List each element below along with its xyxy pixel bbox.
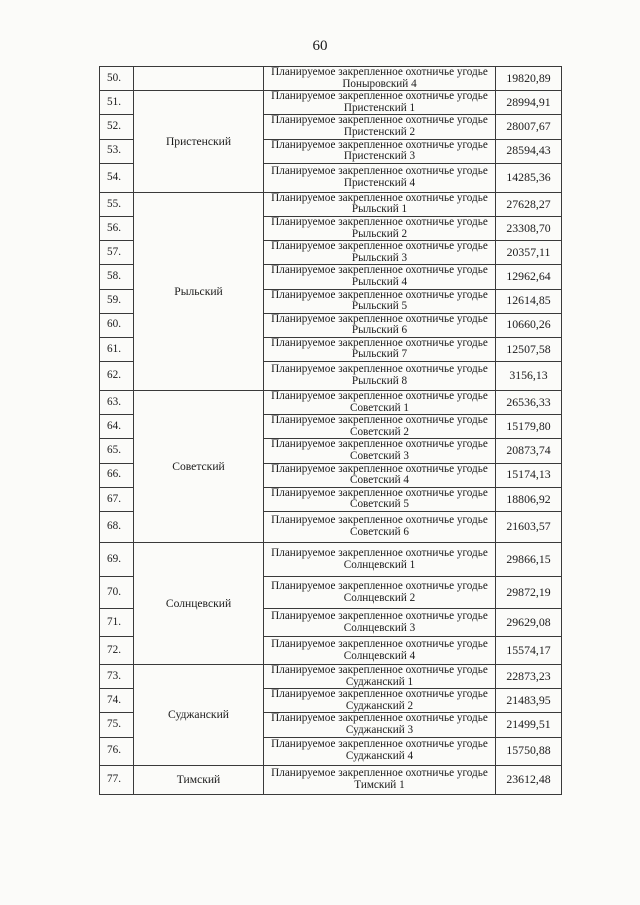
ground-area: 21499,51 (496, 713, 562, 737)
ground-name (264, 192, 496, 216)
ground-name-suffix: Суджанский 1 (345, 675, 414, 688)
ground-name (264, 289, 496, 313)
row-number: 71. (100, 609, 134, 637)
ground-name-suffix: Рыльский 1 (351, 203, 408, 216)
row-number: 56. (100, 216, 134, 240)
table-row (100, 91, 562, 115)
row-number: 53. (100, 139, 134, 163)
ground-area: 10660,26 (496, 313, 562, 337)
row-number: 70. (100, 577, 134, 609)
ground-area: 21603,57 (496, 512, 562, 543)
row-number: 73. (100, 665, 134, 689)
ground-name (264, 265, 496, 289)
ground-name-prefix: Планируемое закрепленное охотничье угодье (271, 264, 488, 277)
ground-area: 28594,43 (496, 139, 562, 163)
ground-name-suffix: Рыльский 4 (351, 275, 408, 288)
row-number: 74. (100, 689, 134, 713)
ground-area: 28994,91 (496, 91, 562, 115)
ground-name-suffix: Солнцевский 3 (343, 621, 416, 634)
ground-name-suffix: Советский 6 (349, 526, 410, 538)
ground-name-prefix: Планируемое закрепленное охотничье угодье (271, 66, 488, 78)
row-number: 77. (100, 765, 134, 794)
ground-area: 15174,13 (496, 463, 562, 487)
ground-name-suffix: Советский 5 (349, 498, 410, 511)
ground-name-suffix: Солнцевский 1 (343, 558, 416, 571)
ground-name (264, 362, 496, 391)
row-number: 75. (100, 713, 134, 737)
ground-name (264, 665, 496, 689)
ground-name-suffix: Суджанский 3 (345, 723, 414, 736)
row-number: 61. (100, 337, 134, 361)
ground-name-prefix: Планируемое закрепленное охотничье угодье (271, 664, 488, 676)
ground-name (264, 216, 496, 240)
ground-name-prefix: Планируемое закрепленное охотничье угодье (271, 486, 488, 499)
table-row (100, 391, 562, 415)
ground-name (264, 487, 496, 511)
ground-name-suffix: Пристенский 1 (343, 101, 416, 114)
ground-name-prefix: Планируемое закрепленное охотничье угодье (271, 738, 488, 751)
ground-name (264, 91, 496, 115)
row-number: 66. (100, 463, 134, 487)
row-number: 55. (100, 192, 134, 216)
ground-name (264, 713, 496, 737)
ground-name (264, 543, 496, 577)
ground-name (264, 637, 496, 665)
ground-area: 28007,67 (496, 115, 562, 139)
row-number: 62. (100, 362, 134, 391)
hunting-grounds-table (99, 66, 562, 795)
ground-name (264, 463, 496, 487)
ground-name-prefix: Планируемое закрепленное охотничье угодье (271, 336, 488, 349)
ground-area: 20873,74 (496, 439, 562, 463)
ground-area: 23612,48 (496, 765, 562, 794)
table-row (100, 765, 562, 794)
row-number: 54. (100, 163, 134, 192)
ground-area: 3156,13 (496, 362, 562, 391)
ground-name-prefix: Планируемое закрепленное охотничье угодье (271, 712, 488, 725)
ground-name (264, 737, 496, 765)
ground-name-suffix: Советский 3 (349, 450, 410, 463)
row-number: 50. (100, 67, 134, 91)
ground-area: 21483,95 (496, 689, 562, 713)
ground-name-prefix: Планируемое закрепленное охотничье угодье (271, 579, 488, 592)
ground-name-suffix: Пристенский 3 (343, 150, 416, 163)
ground-name-suffix: Пристенский 2 (343, 125, 416, 138)
table-row (100, 665, 562, 689)
ground-area: 15574,17 (496, 637, 562, 665)
ground-area: 12962,64 (496, 265, 562, 289)
ground-name-prefix: Планируемое закрепленное охотничье угодье (271, 514, 488, 527)
row-number: 59. (100, 289, 134, 313)
row-number: 65. (100, 439, 134, 463)
ground-name-prefix: Планируемое закрепленное охотничье угодье (271, 766, 488, 779)
row-number: 60. (100, 313, 134, 337)
ground-name (264, 512, 496, 543)
ground-name-prefix: Планируемое закрепленное охотничье угодье (271, 240, 488, 253)
ground-area: 12614,85 (496, 289, 562, 313)
ground-name-prefix: Планируемое закрепленное охотничье угодье (271, 90, 488, 103)
row-number: 57. (100, 241, 134, 265)
ground-name-prefix: Планируемое закрепленное охотничье угодье (271, 165, 488, 178)
row-number: 52. (100, 115, 134, 139)
ground-name-suffix: Солнцевский 4 (343, 649, 416, 662)
ground-area: 14285,36 (496, 163, 562, 192)
ground-name (264, 439, 496, 463)
ground-name (264, 577, 496, 609)
ground-name-prefix: Планируемое закрепленное охотничье угодье (271, 114, 488, 127)
page-number: 60 (312, 38, 328, 54)
table-row (100, 67, 562, 91)
ground-name-suffix: Советский 1 (349, 401, 410, 414)
ground-name-suffix: Тимский 1 (354, 778, 405, 791)
ground-name-suffix: Суджанский 4 (345, 750, 414, 763)
ground-name-suffix: Рыльский 2 (351, 227, 408, 240)
ground-name (264, 765, 496, 794)
ground-area: 26536,33 (496, 391, 562, 415)
ground-name-suffix: Рыльский 7 (351, 348, 408, 361)
ground-name (264, 689, 496, 713)
ground-area: 15750,88 (496, 737, 562, 765)
ground-name (264, 163, 496, 192)
ground-area: 29872,19 (496, 577, 562, 609)
row-number: 76. (100, 737, 134, 765)
ground-area: 29866,15 (496, 543, 562, 577)
row-number: 64. (100, 415, 134, 439)
ground-area: 15179,80 (496, 415, 562, 439)
ground-name-suffix: Рыльский 3 (351, 251, 408, 264)
ground-name-prefix: Планируемое закрепленное охотничье угодье (271, 138, 488, 151)
row-number: 68. (100, 512, 134, 543)
row-number: 58. (100, 265, 134, 289)
ground-name-suffix: Советский 4 (349, 474, 410, 487)
district-cell: Суджанский (134, 665, 264, 766)
ground-name (264, 337, 496, 361)
ground-name-suffix: Суджанский 2 (345, 699, 414, 712)
ground-name-prefix: Планируемое закрепленное охотничье угодье (271, 546, 488, 559)
ground-name (264, 391, 496, 415)
ground-name (264, 67, 496, 91)
ground-name-prefix: Планируемое закрепленное охотничье угодье (271, 288, 488, 301)
ground-name (264, 313, 496, 337)
ground-name-prefix: Планируемое закрепленное охотничье угодье (271, 688, 488, 701)
ground-name-prefix: Планируемое закрепленное охотничье угодье (271, 462, 488, 475)
ground-name-prefix: Планируемое закрепленное охотничье угодье (271, 637, 488, 650)
ground-name-prefix: Планируемое закрепленное охотничье угодье (271, 191, 488, 204)
ground-area: 23308,70 (496, 216, 562, 240)
ground-name-prefix: Планируемое закрепленное охотничье угодье (271, 363, 488, 376)
ground-name (264, 241, 496, 265)
row-number: 63. (100, 391, 134, 415)
table-row (100, 192, 562, 216)
row-number: 51. (100, 91, 134, 115)
ground-area: 27628,27 (496, 192, 562, 216)
row-number: 69. (100, 543, 134, 577)
ground-name (264, 115, 496, 139)
district-cell (134, 67, 264, 91)
ground-name (264, 139, 496, 163)
ground-area: 20357,11 (496, 241, 562, 265)
ground-name-suffix: Поныровский 4 (342, 77, 417, 90)
ground-area: 18806,92 (496, 487, 562, 511)
district-cell: Пристенский (134, 91, 264, 193)
ground-name (264, 609, 496, 637)
ground-area: 19820,89 (496, 67, 562, 91)
ground-name-prefix: Планируемое закрепленное охотничье угодье (271, 215, 488, 228)
ground-area: 22873,23 (496, 665, 562, 689)
ground-name-suffix: Солнцевский 2 (343, 591, 416, 604)
row-number: 67. (100, 487, 134, 511)
district-cell: Советский (134, 391, 264, 543)
ground-name-prefix: Планируемое закрепленное охотничье угодье (271, 609, 488, 622)
ground-area: 12507,58 (496, 337, 562, 361)
ground-name-prefix: Планируемое закрепленное охотничье угодье (271, 390, 488, 403)
ground-name-suffix: Рыльский 8 (351, 375, 408, 388)
district-cell: Солнцевский (134, 543, 264, 665)
district-cell: Тимский (134, 765, 264, 794)
row-number: 72. (100, 637, 134, 665)
ground-name-suffix: Рыльский 6 (351, 324, 408, 337)
ground-name-suffix: Пристенский 4 (343, 176, 416, 189)
district-cell: Рыльский (134, 192, 264, 390)
ground-name-prefix: Планируемое закрепленное охотничье угодье (271, 414, 488, 427)
ground-name-suffix: Рыльский 5 (351, 300, 408, 313)
ground-area: 29629,08 (496, 609, 562, 637)
ground-name (264, 415, 496, 439)
table-row (100, 543, 562, 577)
ground-name-prefix: Планируемое закрепленное охотничье угодье (271, 438, 488, 451)
ground-name-prefix: Планируемое закрепленное охотничье угодье (271, 312, 488, 325)
ground-name-suffix: Советский 2 (349, 425, 410, 438)
